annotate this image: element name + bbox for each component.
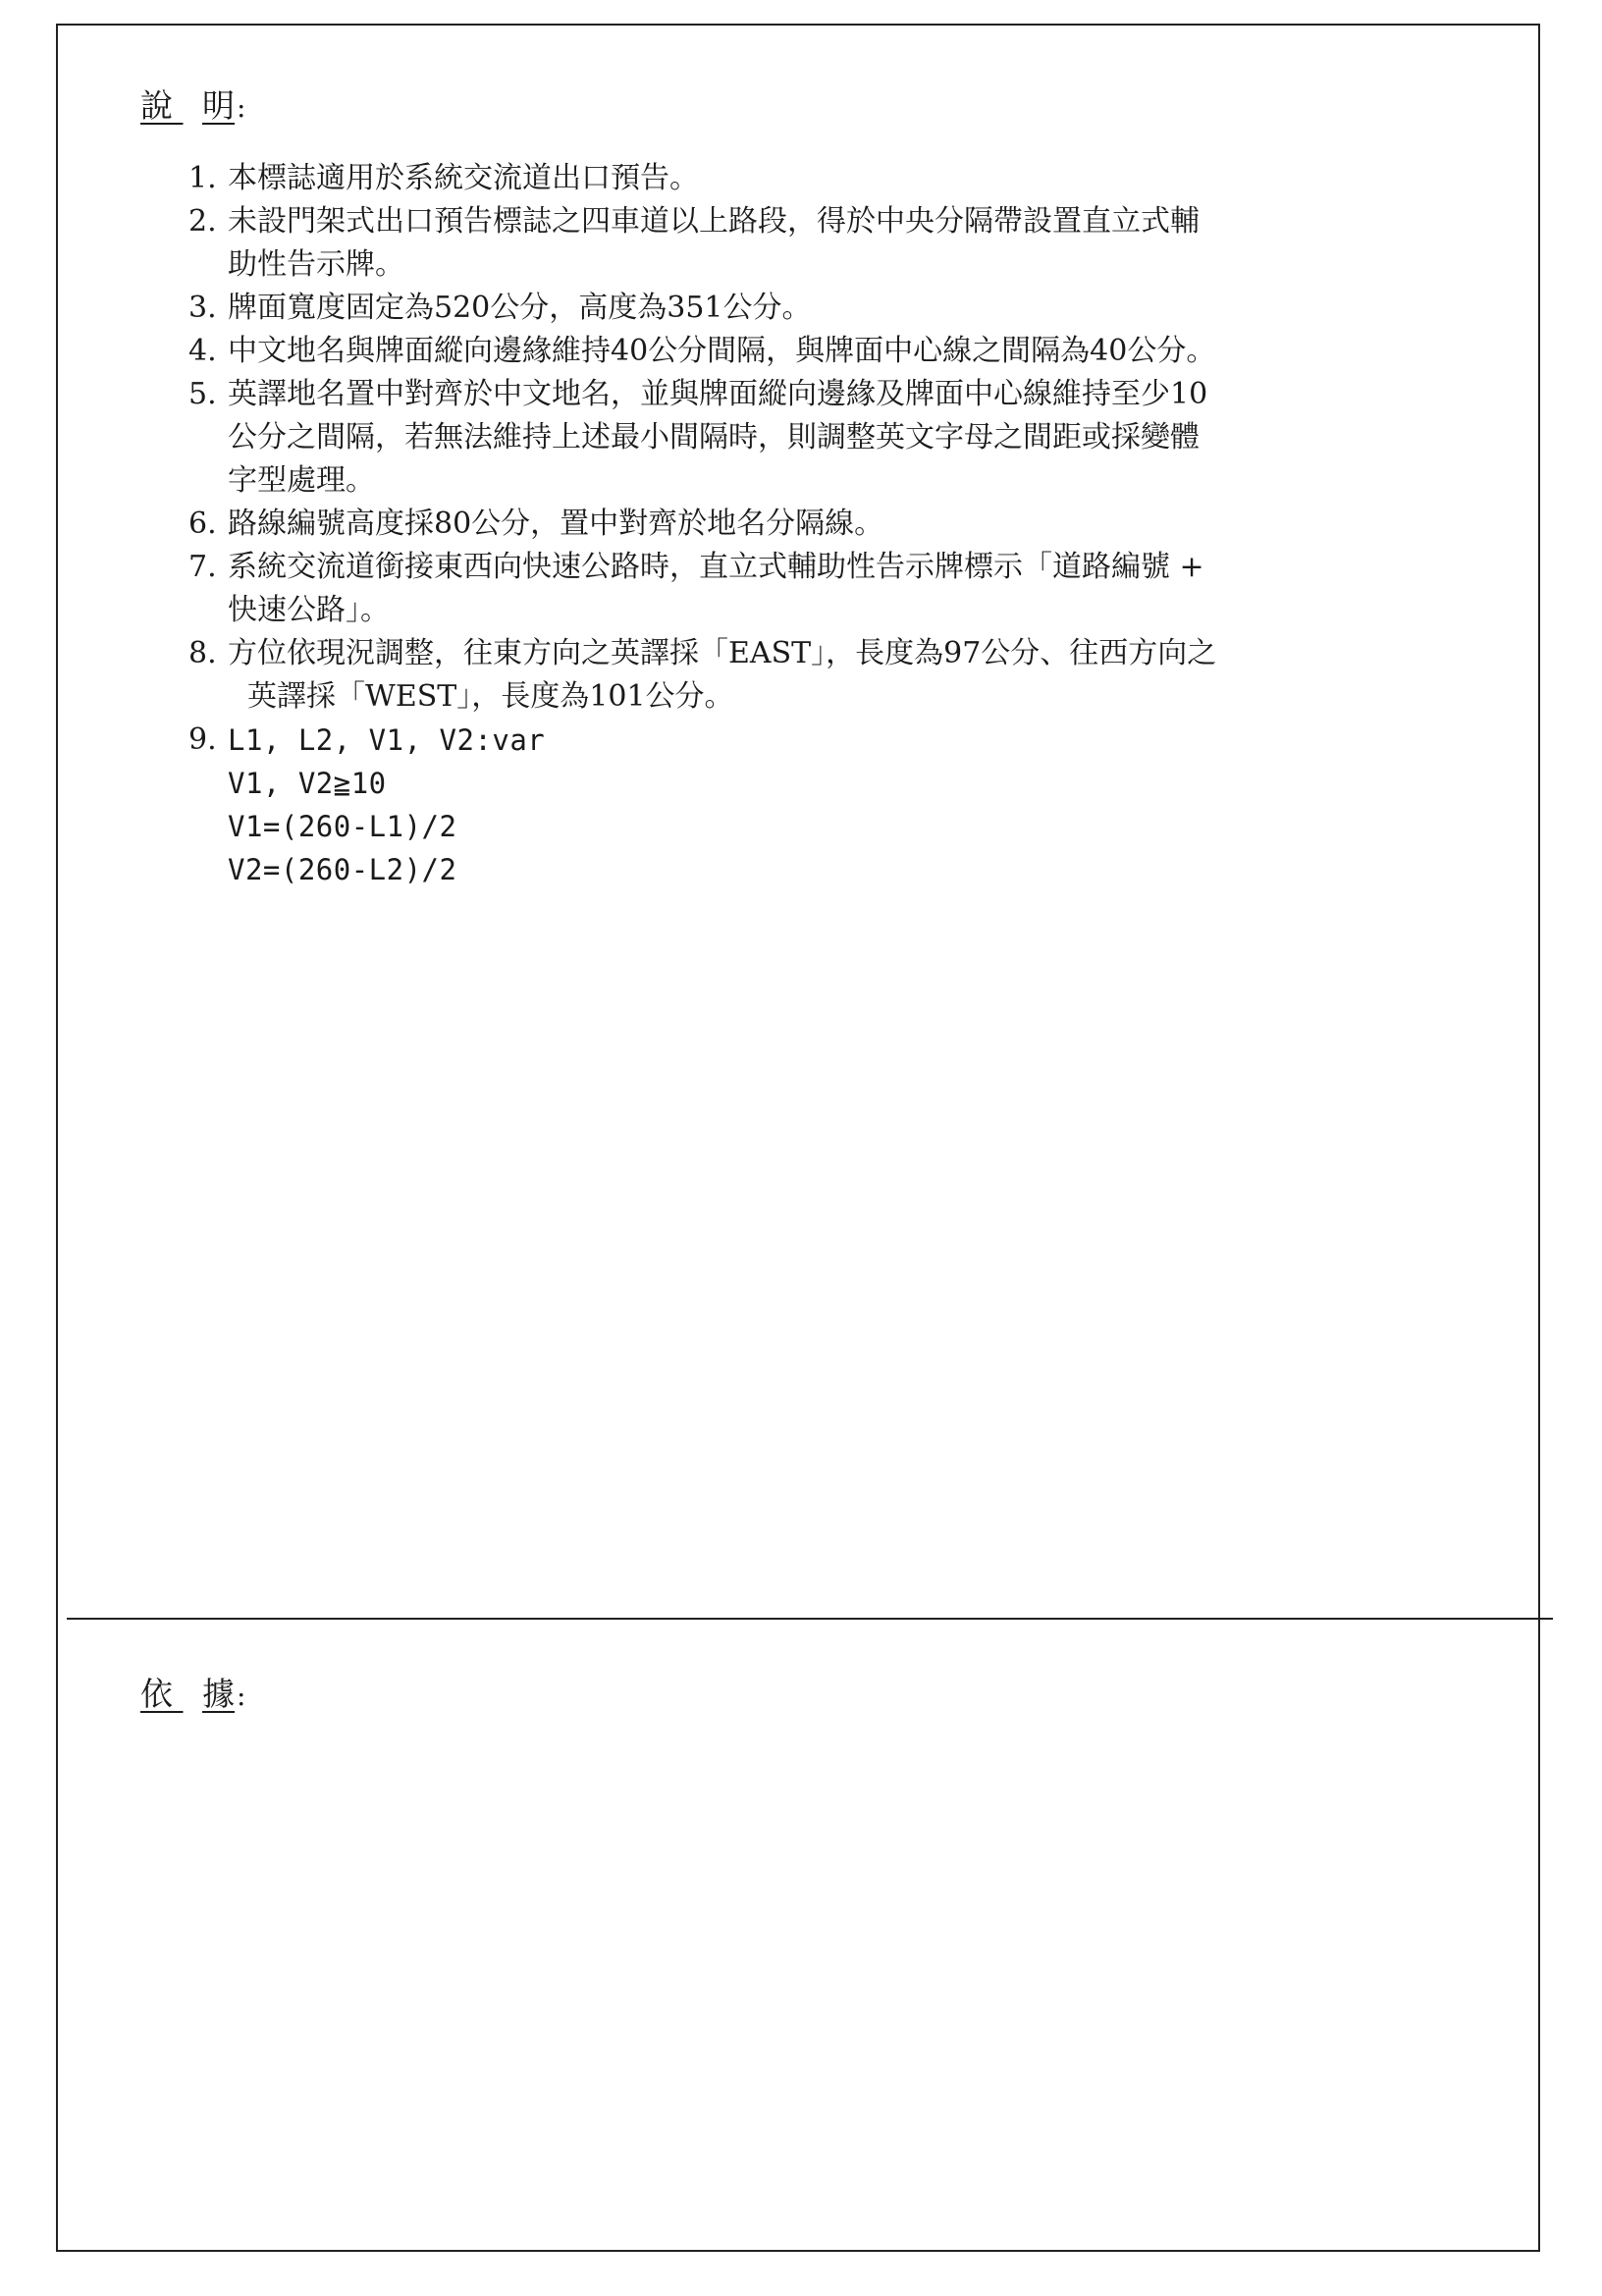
note-text: 中文地名與牌面縱向邊緣維持40公分間隔，與牌面中心線之間隔為40公分。	[228, 334, 1216, 368]
notes-heading-char-1: 說	[140, 86, 173, 125]
note-text-continued: 快速公路」。	[228, 593, 390, 627]
section-divider	[67, 1618, 1553, 1620]
note-item-7	[188, 546, 1474, 632]
note-number: 1.	[188, 161, 217, 195]
note-text: 本標誌適用於系統交流道出口預告。	[228, 161, 699, 195]
note-text: 方位依現況調整，往東方向之英譯採「EAST」，長度為97公分、往西方向之	[228, 636, 1217, 670]
note-text-continued: 公分之間隔，若無法維持上述最小間隔時，則調整英文字母之間距或採變體	[228, 420, 1200, 454]
note-item-1	[188, 157, 1474, 200]
note-text: 路線編號高度採80公分，置中對齊於地名分隔線。	[228, 507, 884, 541]
formula-v2: V2=(260-L2)/2	[228, 853, 457, 886]
formula-variables: L1, L2, V1, V2:var	[228, 723, 546, 757]
note-item-5	[188, 373, 1474, 503]
notes-heading	[140, 80, 245, 127]
basis-heading	[140, 1669, 245, 1715]
note-item-3	[188, 287, 1474, 330]
note-number: 7.	[188, 550, 217, 584]
note-number: 8.	[188, 636, 217, 670]
notes-heading-gap	[173, 86, 202, 125]
note-text: 未設門架式出口預告標誌之四車道以上路段，得於中央分隔帶設置直立式輔	[228, 204, 1200, 239]
notes-heading-char-2: 明	[202, 86, 235, 125]
formula-v1: V1=(260-L1)/2	[228, 810, 457, 843]
basis-heading-char-1: 依	[140, 1675, 173, 1713]
note-item-8	[188, 632, 1474, 719]
note-text: 牌面寬度固定為520公分，高度為351公分。	[228, 291, 812, 325]
note-text-continued: 英譯採「WEST」，長度為101公分。	[247, 679, 734, 714]
note-number: 4.	[188, 334, 217, 368]
note-text-continued: 字型處理。	[228, 463, 375, 498]
notes-heading-colon: :	[237, 91, 246, 124]
note-text: 英譯地名置中對齊於中文地名，並與牌面縱向邊緣及牌面中心線維持至少10	[228, 377, 1208, 411]
notes-list	[188, 157, 1474, 891]
note-item-9	[188, 719, 1474, 891]
note-text-continued: 助性告示牌。	[228, 247, 404, 282]
basis-heading-gap	[173, 1675, 202, 1713]
note-number: 5.	[188, 377, 217, 411]
note-item-4	[188, 330, 1474, 373]
basis-content-area	[67, 1728, 1539, 2238]
note-number: 6.	[188, 507, 217, 541]
note-number: 9.	[188, 722, 217, 757]
formula-constraint: V1, V2≧10	[228, 767, 387, 800]
note-text: 系統交流道銜接東西向快速公路時，直立式輔助性告示牌標示「道路編號 +	[228, 550, 1204, 584]
note-item-2	[188, 200, 1474, 287]
basis-heading-colon: :	[237, 1680, 246, 1712]
note-number: 2.	[188, 204, 217, 239]
note-number: 3.	[188, 291, 217, 325]
note-item-6	[188, 503, 1474, 546]
basis-heading-char-2: 據	[202, 1675, 235, 1713]
